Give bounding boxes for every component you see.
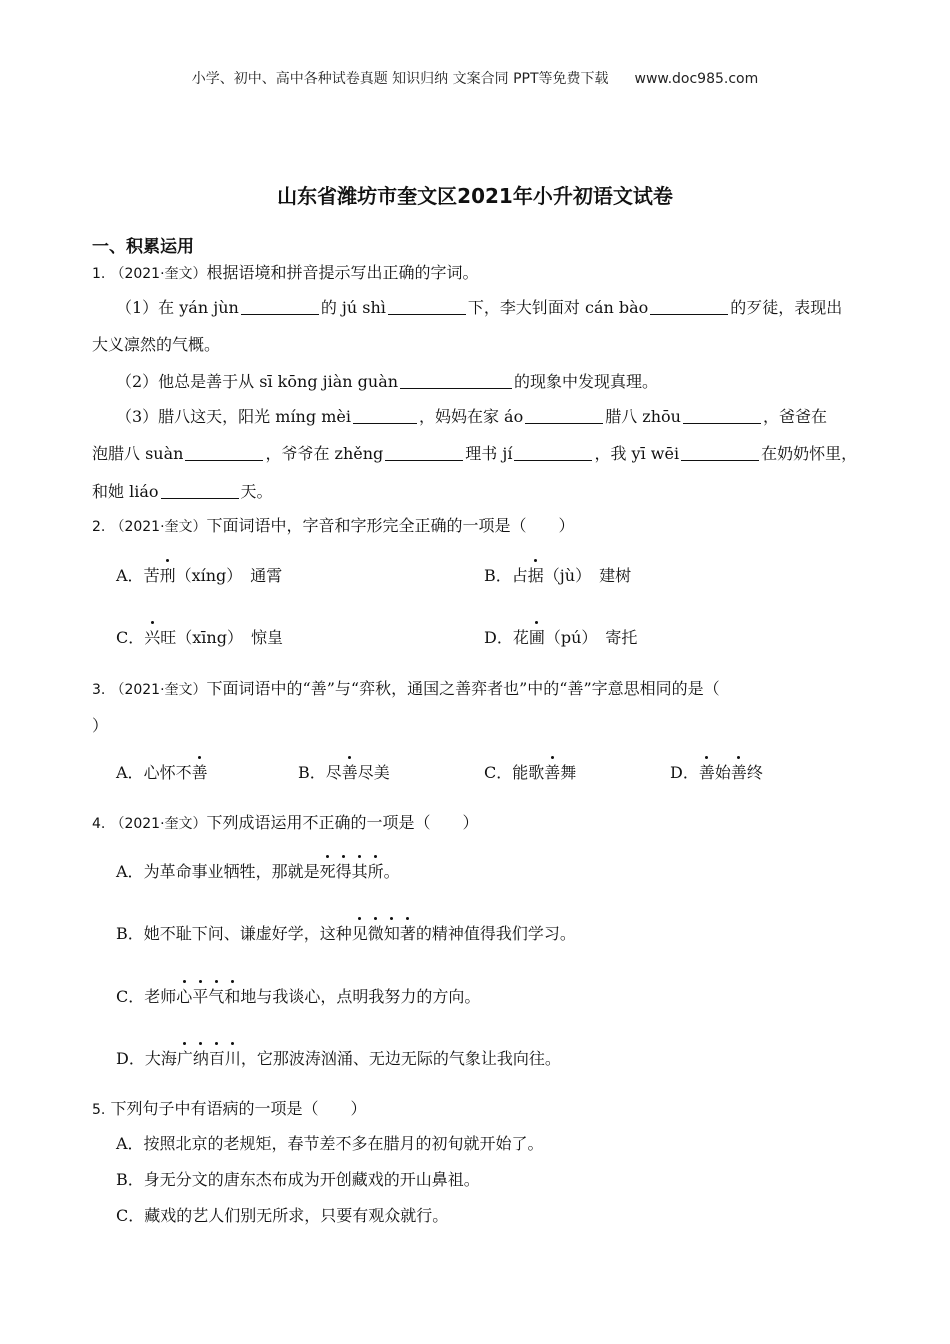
text: 下，李大钊面对 cán bào bbox=[467, 298, 649, 317]
question-1-line-6 bbox=[92, 479, 273, 502]
option-text: 能歌 bbox=[512, 763, 545, 782]
option-letter: D． bbox=[116, 1049, 145, 1068]
answer-blank[interactable] bbox=[185, 446, 263, 461]
dotted-char: 得 bbox=[336, 859, 352, 882]
question-1-line-2: 大义凛然的气概。 bbox=[92, 335, 221, 354]
option-c[interactable]: C．藏戏的艺人们别无所求，只要有观众就行。 bbox=[116, 1206, 449, 1225]
question-1-stem bbox=[92, 260, 479, 283]
header-site[interactable]: www.doc985.com bbox=[634, 71, 759, 87]
text: ，妈妈在家 áo bbox=[418, 407, 524, 426]
text: 的 jú shì bbox=[320, 298, 386, 317]
question-source: （2021·奎文） bbox=[110, 519, 207, 535]
dotted-char: 和 bbox=[224, 984, 240, 1007]
answer-blank[interactable] bbox=[161, 484, 239, 499]
question-number: 4. bbox=[92, 816, 106, 832]
option-text: 终 bbox=[746, 763, 763, 782]
dotted-char: 著 bbox=[400, 921, 416, 944]
answer-blank[interactable] bbox=[650, 300, 728, 315]
question-text: 根据语境和拼音提示写出正确的字词。 bbox=[206, 263, 479, 282]
option-letter: A． bbox=[116, 763, 144, 782]
option-b[interactable] bbox=[298, 760, 390, 783]
option-b[interactable]: B．身无分文的唐东杰布成为开创藏戏的开山鼻祖。 bbox=[116, 1170, 480, 1189]
option-letter: B． bbox=[298, 763, 326, 782]
text: 腊八 zhōu bbox=[605, 407, 681, 426]
answer-blank[interactable] bbox=[681, 446, 759, 461]
question-source: （2021·奎文） bbox=[110, 266, 207, 282]
option-letter: A． bbox=[116, 862, 144, 881]
dotted-char: 平 bbox=[192, 984, 208, 1007]
option-a[interactable] bbox=[116, 859, 400, 882]
option-text: （jù） 建树 bbox=[543, 566, 632, 585]
question-1-line-4 bbox=[116, 404, 827, 427]
option-a[interactable]: A．按照北京的老规矩，春节差不多在腊月的初旬就开始了。 bbox=[116, 1134, 544, 1153]
dotted-char: 据 bbox=[528, 563, 544, 586]
answer-blank[interactable] bbox=[241, 300, 319, 315]
dotted-char: 善 bbox=[699, 760, 715, 783]
option-letter: B． bbox=[116, 924, 144, 943]
dotted-char: 微 bbox=[368, 921, 384, 944]
section-heading: 一、积累运用 bbox=[92, 237, 194, 257]
text: ，我 yī wēi bbox=[594, 444, 680, 463]
question-5-stem bbox=[92, 1096, 366, 1119]
option-b[interactable] bbox=[484, 563, 631, 586]
question-number: 2. bbox=[92, 519, 106, 535]
option-letter: D． bbox=[484, 628, 513, 647]
dotted-char: 善 bbox=[342, 760, 358, 783]
dotted-char: 知 bbox=[384, 921, 400, 944]
question-text: 下列成语运用不正确的一项是（ ） bbox=[206, 813, 479, 832]
option-text: 占 bbox=[511, 566, 528, 585]
answer-blank[interactable] bbox=[683, 409, 761, 424]
dotted-char: 所 bbox=[368, 859, 384, 882]
page-title: 山东省潍坊市奎文区2021年小升初语文试卷 bbox=[277, 184, 673, 208]
answer-blank[interactable] bbox=[353, 409, 417, 424]
option-text: 花 bbox=[512, 628, 529, 647]
option-letter: D． bbox=[670, 763, 699, 782]
text: ，爸爸在 bbox=[762, 407, 827, 426]
option-c[interactable] bbox=[116, 625, 283, 648]
option-a[interactable] bbox=[116, 563, 282, 586]
text: ，爷爷在 zhěng bbox=[265, 444, 384, 463]
option-text: （pú） 寄托 bbox=[544, 628, 638, 647]
answer-blank[interactable] bbox=[400, 374, 512, 389]
dotted-char: 纳 bbox=[193, 1046, 209, 1069]
dotted-char: 心 bbox=[176, 984, 192, 1007]
question-text: 下面词语中，字音和字形完全正确的一项是（ ） bbox=[206, 516, 575, 535]
option-text: 心怀不 bbox=[143, 763, 192, 782]
option-text: 她不耻下问、谦虚好学，这种 bbox=[143, 924, 352, 943]
option-d[interactable] bbox=[116, 1046, 561, 1069]
option-text: 尽 bbox=[325, 763, 342, 782]
answer-blank[interactable] bbox=[514, 446, 592, 461]
dotted-char: 善 bbox=[192, 760, 208, 783]
option-text: 的精神值得我们学习。 bbox=[415, 924, 576, 943]
question-1-line-5 bbox=[92, 441, 857, 464]
question-source: （2021·奎文） bbox=[110, 816, 207, 832]
option-d[interactable] bbox=[484, 625, 637, 648]
text: 天。 bbox=[240, 482, 273, 501]
option-a[interactable] bbox=[116, 760, 208, 783]
option-text: （xíng） 通霄 bbox=[175, 566, 283, 585]
option-text: 地与我谈心，点明我努力的方向。 bbox=[240, 987, 481, 1006]
option-text: 舞 bbox=[560, 763, 577, 782]
question-4-stem bbox=[92, 810, 479, 833]
option-c[interactable] bbox=[484, 760, 576, 783]
text: （1）在 yán jùn bbox=[116, 298, 239, 317]
question-number: 1. bbox=[92, 266, 106, 282]
header-text: 小学、初中、高中各种试卷真题 知识归纳 文案合同 PPT等免费下载 bbox=[191, 71, 609, 87]
option-text: 始 bbox=[714, 763, 731, 782]
dotted-char: 见 bbox=[352, 921, 368, 944]
option-text: 为革命事业牺牲，那就是 bbox=[143, 862, 320, 881]
dotted-char: 广 bbox=[177, 1046, 193, 1069]
option-letter: B． bbox=[484, 566, 512, 585]
option-text: 。 bbox=[383, 862, 400, 881]
text: 的歹徒，表现出 bbox=[730, 298, 843, 317]
option-c[interactable] bbox=[116, 984, 480, 1007]
dotted-char: 兴 bbox=[144, 625, 160, 648]
dotted-char: 川 bbox=[225, 1046, 241, 1069]
option-text: 苦 bbox=[143, 566, 160, 585]
question-source: （2021·奎文） bbox=[110, 682, 207, 698]
page-header bbox=[0, 68, 950, 88]
option-b[interactable] bbox=[116, 921, 576, 944]
question-2-stem bbox=[92, 513, 575, 536]
question-1-line-3 bbox=[116, 369, 658, 392]
dotted-char: 圃 bbox=[529, 625, 545, 648]
dotted-char: 死 bbox=[320, 859, 336, 882]
text: 泡腊八 suàn bbox=[92, 444, 184, 463]
question-text: 下面词语中的“善”与“弈秋，通国之善弈者也”中的“善”字意思相同的是（ bbox=[206, 679, 720, 698]
dotted-char: 善 bbox=[544, 760, 560, 783]
option-text: 旺（xīng） 惊皇 bbox=[160, 628, 283, 647]
text: 的现象中发现真理。 bbox=[514, 372, 659, 391]
option-text: 老师 bbox=[144, 987, 177, 1006]
option-text: 尽美 bbox=[357, 763, 390, 782]
question-text: 下列句子中有语病的一项是（ ） bbox=[110, 1099, 367, 1118]
option-letter: A． bbox=[116, 566, 144, 585]
text: 理书 jí bbox=[465, 444, 513, 463]
question-number: 3. bbox=[92, 682, 106, 698]
option-letter: C． bbox=[484, 763, 513, 782]
text: 和她 liáo bbox=[92, 482, 159, 501]
text: 在奶奶怀里， bbox=[761, 444, 858, 463]
dotted-char: 其 bbox=[352, 859, 368, 882]
dotted-char: 善 bbox=[731, 760, 747, 783]
question-number: 5. bbox=[92, 1102, 106, 1118]
option-text: 大海 bbox=[144, 1049, 177, 1068]
dotted-char: 气 bbox=[208, 984, 224, 1007]
answer-blank[interactable] bbox=[388, 300, 466, 315]
question-3-stem bbox=[92, 676, 720, 699]
question-1-line-1 bbox=[116, 295, 842, 318]
text: （3）腊八这天，阳光 míng mèi bbox=[116, 407, 351, 426]
text: （2）他总是善于从 sī kōng jiàn guàn bbox=[116, 372, 399, 391]
option-text: ，它那波涛汹涌、无边无际的气象让我向往。 bbox=[240, 1049, 561, 1068]
option-d[interactable] bbox=[670, 760, 763, 783]
question-3-stem-cont: ） bbox=[92, 716, 109, 735]
answer-blank[interactable] bbox=[525, 409, 603, 424]
option-letter: C． bbox=[116, 987, 145, 1006]
dotted-char: 刑 bbox=[160, 563, 176, 586]
option-letter: C． bbox=[116, 628, 145, 647]
dotted-char: 百 bbox=[209, 1046, 225, 1069]
answer-blank[interactable] bbox=[385, 446, 463, 461]
